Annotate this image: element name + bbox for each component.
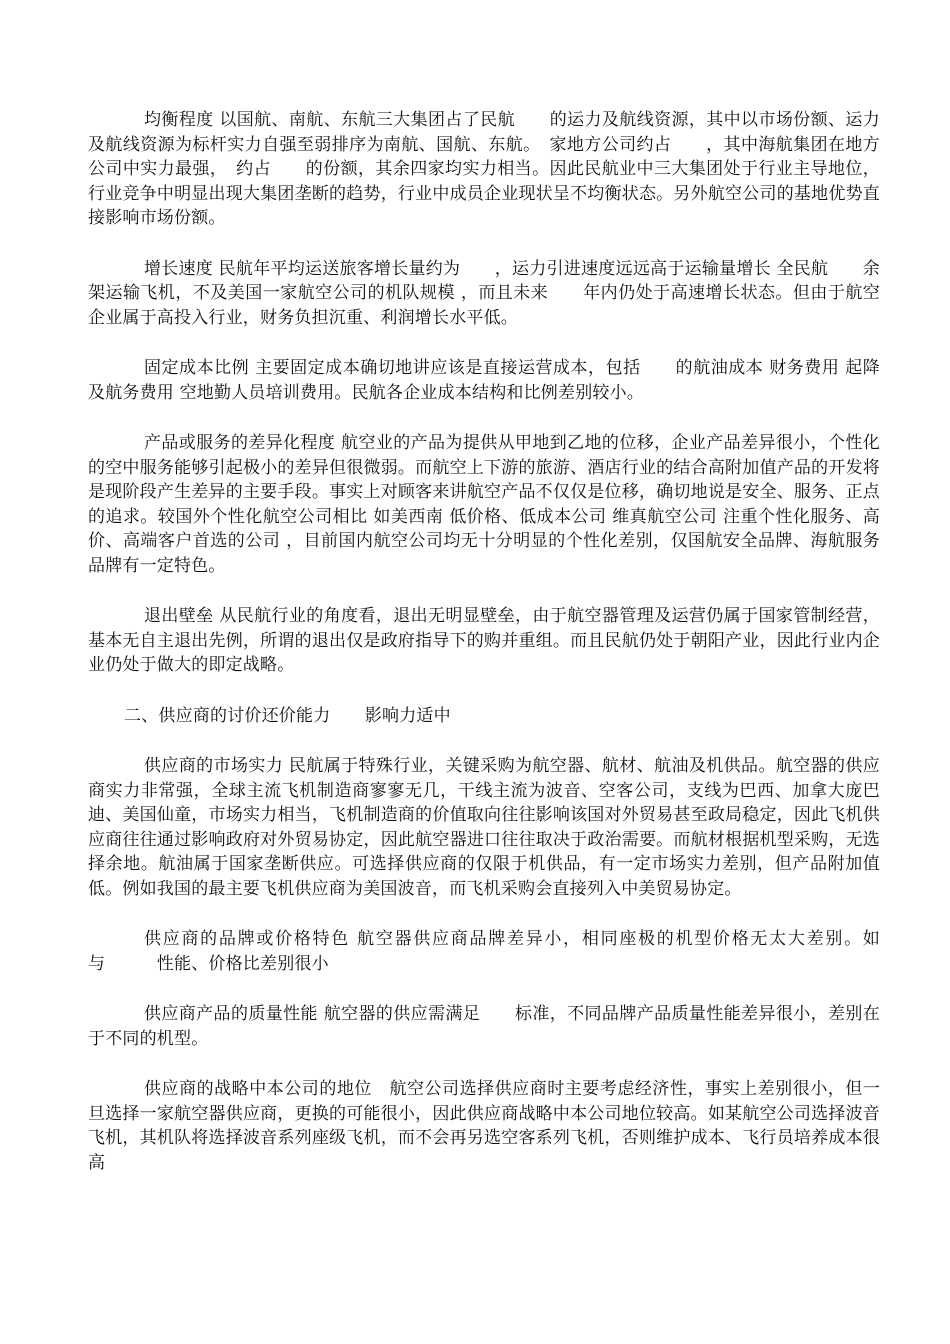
paragraph-supplier-power: 供应商的市场实力 民航属于特殊行业，关键采购为航空器、航材、航油及机供品。航空器的供应商实力非常强，全球主流飞机制造商寥寥无几，干线主流为波音、空客公司，支线为巴西、加拿大庞巴迪、美国仙童，市场实力相当，飞机制造商的价值取向往往影响该国对外贸易甚至政局稳定，因此飞机供应商往往通过影响政府对外贸易协定，因此航空器进口往往取决于政治需要。而航材根据机型采购，无选择余地。航油属于国家垄断供应。可选择供应商的仅限于机供品，有一定市场实力差别，但产品附加值低。例如我国的最主要飞机供应商为美国波音，而飞机采购会直接列入中美贸易协定。 — [88, 756, 880, 899]
paragraph-exit-barrier: 退出壁垒 从民航行业的角度看，退出无明显壁垒，由于航空器管理及运营仍属于国家管制经营，基本无自主退出先例，所谓的退出仅是政府指导下的购并重组。而且民航仍处于朝阳产业，因此行业内企业仍处于做大的即定战略。 — [88, 606, 880, 675]
paragraph-fixed-cost: 固定成本比例 主要固定成本确切地讲应该是直接运营成本，包括 的航油成本 财务费用 起降及航务费用 空地勤人员培训费用。民航各企业成本结构和比例差别较小。 — [88, 358, 880, 403]
paragraph-supplier-quality: 供应商产品的质量性能 航空器的供应需满足 标准，不同品牌产品质量性能差异很小，差别在于不同的机型。 — [88, 1004, 880, 1049]
paragraph-growth: 增长速度 民航年平均运送旅客增长量约为 ，运力引进速度远远高于运输量增长 全民航 余架运输飞机，不及美国一家航空公司的机队规模 ，而且未来 年内仍处于高速增长状态。但由于航空企业属于高投入行业，财务负担沉重、利润增长水平低。 — [88, 258, 880, 328]
paragraph-differentiation: 产品或服务的差异化程度 航空业的产品为提供从甲地到乙地的位移，企业产品差异很小，个性化的空中服务能够引起极小的差异但很微弱。而航空上下游的旅游、酒店行业的结合高附加值产品的开发将是现阶段产生差异的主要手段。事实上对顾客来讲航空产品不仅仅是位移，确切地说是安全、服务、正点的追求。较国外个性化航空公司相比 如美西南 低价格、低成本公司 维真航空公司 注重个性化服务、高价、高端客户首选的公司 ，目前国内航空公司均无十分明显的个性化差别，仅国航安全品牌、海航服务品牌有一定特色。 — [88, 433, 880, 576]
paragraph-supplier-strategy: 供应商的战略中本公司的地位 航空公司选择供应商时主要考虑经济性，事实上差别很小，但一旦选择一家航空器供应商，更换的可能很小，因此供应商战略中本公司地位较高。如某航空公司选择波音飞机，其机队将选择波音系列座级飞机，而不会再另选空客系列飞机，否则维护成本、飞行员培养成本很高 — [88, 1079, 880, 1173]
section-heading-supplier: 二、供应商的讨价还价能力 影响力适中 — [124, 705, 451, 726]
paragraph-supplier-brand: 供应商的品牌或价格特色 航空器供应商品牌差异小，相同座极的机型价格无太大差别。如 与 性能、价格比差别很小 — [88, 929, 932, 974]
document-page — [88, 108, 932, 1201]
paragraph-balance: 均衡程度 以国航、南航、东航三大集团占了民航 的运力及航线资源，其中以市场份额、运力及航线资源为标杆实力自强至弱排序为南航、国航、东航。 家地方公司约占 ，其中海航集团在地方公司中实力最强， 约占 的份额，其余四家均实力相当。因此民航业中三大集团处于行业主导地位，行业竞争中明显出现大集团垄断的趋势，行业中成员企业现状呈不均衡状态。另外航空公司的基地优势直接影响市场份额。 — [88, 110, 880, 228]
